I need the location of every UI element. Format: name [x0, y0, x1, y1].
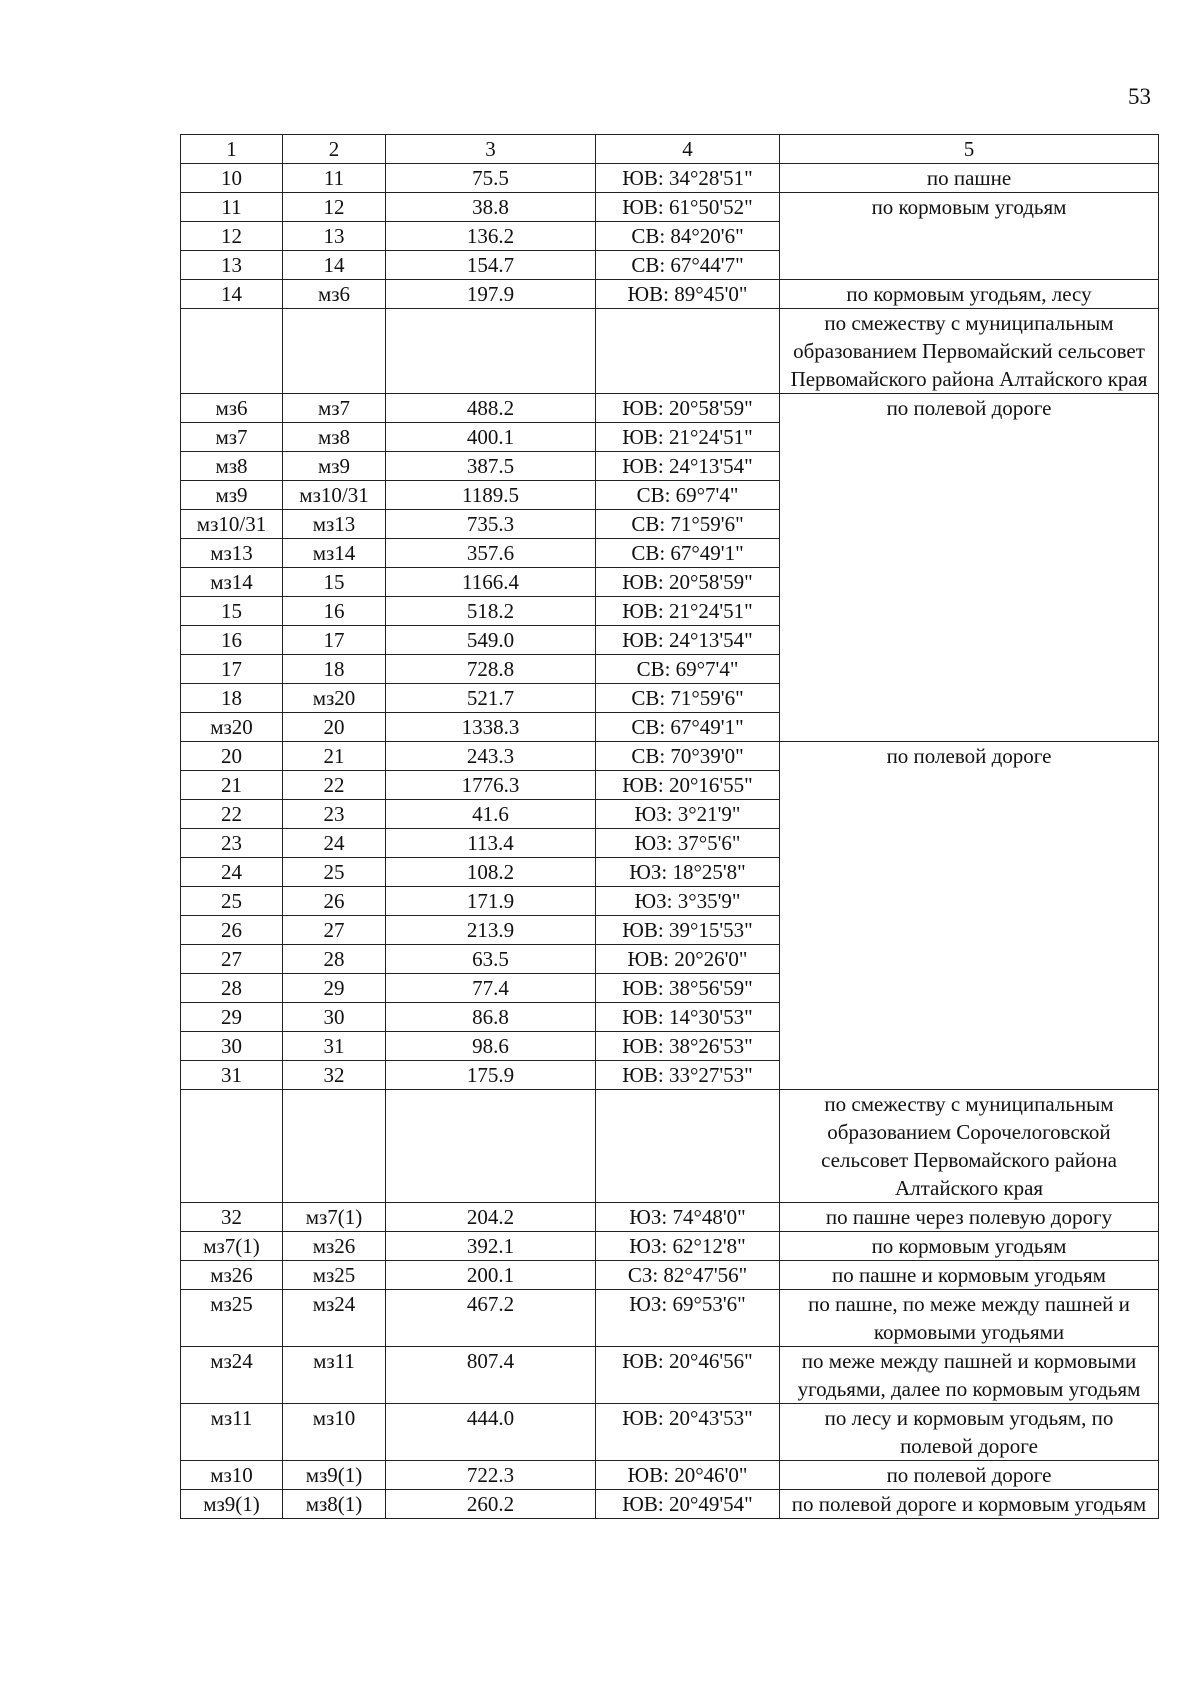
direction-cell: СВ: 71°59'6" — [596, 510, 780, 539]
header-cell-2: 2 — [283, 135, 386, 164]
distance-cell: 86.8 — [386, 1003, 596, 1032]
point-from-cell: мз20 — [181, 713, 283, 742]
table-row — [181, 309, 1159, 394]
boundary-table — [180, 134, 1159, 1519]
description-cell: по кормовым угодьям, лесу — [780, 280, 1159, 309]
point-from-cell: 16 — [181, 626, 283, 655]
description-cell: по меже между пашней и кормовыми угодьями, далее по кормовым угодьям — [780, 1347, 1159, 1404]
distance-cell: 38.8 — [386, 193, 596, 222]
description-cell: по смежеству с муниципальным образованием Первомайский сельсовет Первомайского района Алтайского края — [780, 309, 1159, 394]
distance-cell: 175.9 — [386, 1061, 596, 1090]
point-to-cell: мз8 — [283, 423, 386, 452]
point-from-cell: мз8 — [181, 452, 283, 481]
page-number: 53 — [1128, 84, 1151, 109]
point-from-cell — [181, 309, 283, 394]
direction-cell: ЮЗ: 37°5'6" — [596, 829, 780, 858]
point-from-cell: 28 — [181, 974, 283, 1003]
point-to-cell: мз8(1) — [283, 1490, 386, 1519]
direction-cell: ЮВ: 20°58'59" — [596, 568, 780, 597]
point-to-cell: 18 — [283, 655, 386, 684]
direction-cell: СВ: 84°20'6" — [596, 222, 780, 251]
description-cell: по кормовым угодьям — [780, 193, 1159, 280]
point-to-cell: 21 — [283, 742, 386, 771]
distance-cell: 136.2 — [386, 222, 596, 251]
point-to-cell: 15 — [283, 568, 386, 597]
direction-cell: ЮВ: 20°46'56" — [596, 1347, 780, 1404]
direction-cell: ЮЗ: 62°12'8" — [596, 1232, 780, 1261]
point-from-cell: мз9 — [181, 481, 283, 510]
direction-cell: ЮВ: 39°15'53" — [596, 916, 780, 945]
point-to-cell: мз24 — [283, 1290, 386, 1347]
direction-cell: СВ: 69°7'4" — [596, 655, 780, 684]
point-to-cell: 20 — [283, 713, 386, 742]
table-row — [181, 742, 1159, 771]
direction-cell: ЮВ: 38°26'53" — [596, 1032, 780, 1061]
direction-cell: СВ: 71°59'6" — [596, 684, 780, 713]
point-to-cell: 27 — [283, 916, 386, 945]
distance-cell: 807.4 — [386, 1347, 596, 1404]
direction-cell: ЮВ: 34°28'51" — [596, 164, 780, 193]
header-cell-4: 4 — [596, 135, 780, 164]
point-to-cell: мз6 — [283, 280, 386, 309]
point-from-cell: 17 — [181, 655, 283, 684]
description-cell: по полевой дороге — [780, 394, 1159, 742]
point-from-cell: мз24 — [181, 1347, 283, 1404]
point-to-cell: мз26 — [283, 1232, 386, 1261]
point-from-cell: 23 — [181, 829, 283, 858]
direction-cell: ЮВ: 20°46'0" — [596, 1461, 780, 1490]
point-to-cell: мз14 — [283, 539, 386, 568]
point-to-cell: мз13 — [283, 510, 386, 539]
direction-cell: СВ: 69°7'4" — [596, 481, 780, 510]
point-to-cell — [283, 1090, 386, 1203]
table-row — [181, 1232, 1159, 1261]
distance-cell: 108.2 — [386, 858, 596, 887]
point-to-cell: 29 — [283, 974, 386, 1003]
distance-cell: 154.7 — [386, 251, 596, 280]
distance-cell: 467.2 — [386, 1290, 596, 1347]
direction-cell: ЮВ: 20°16'55" — [596, 771, 780, 800]
distance-cell: 392.1 — [386, 1232, 596, 1261]
description-cell: по лесу и кормовым угодьям, по полевой дороге — [780, 1404, 1159, 1461]
point-from-cell: мз25 — [181, 1290, 283, 1347]
point-from-cell: 11 — [181, 193, 283, 222]
distance-cell: 98.6 — [386, 1032, 596, 1061]
direction-cell: СВ: 67°44'7" — [596, 251, 780, 280]
direction-cell: ЮЗ: 3°21'9" — [596, 800, 780, 829]
point-to-cell: 22 — [283, 771, 386, 800]
point-from-cell: мз10/31 — [181, 510, 283, 539]
point-from-cell: 32 — [181, 1203, 283, 1232]
table-row — [181, 1203, 1159, 1232]
point-from-cell: мз11 — [181, 1404, 283, 1461]
direction-cell — [596, 1090, 780, 1203]
direction-cell: ЮВ: 20°49'54" — [596, 1490, 780, 1519]
distance-cell: 728.8 — [386, 655, 596, 684]
point-to-cell: 31 — [283, 1032, 386, 1061]
point-from-cell: мз7 — [181, 423, 283, 452]
distance-cell: 1189.5 — [386, 481, 596, 510]
point-from-cell: 25 — [181, 887, 283, 916]
direction-cell: ЮЗ: 74°48'0" — [596, 1203, 780, 1232]
distance-cell: 1776.3 — [386, 771, 596, 800]
distance-cell: 171.9 — [386, 887, 596, 916]
point-from-cell: 10 — [181, 164, 283, 193]
distance-cell: 735.3 — [386, 510, 596, 539]
point-from-cell: 31 — [181, 1061, 283, 1090]
table-row — [181, 1261, 1159, 1290]
distance-cell: 200.1 — [386, 1261, 596, 1290]
distance-cell: 213.9 — [386, 916, 596, 945]
description-cell: по пашне — [780, 164, 1159, 193]
point-from-cell: мз10 — [181, 1461, 283, 1490]
direction-cell: ЮЗ: 69°53'6" — [596, 1290, 780, 1347]
point-from-cell: мз13 — [181, 539, 283, 568]
distance-cell: 488.2 — [386, 394, 596, 423]
point-to-cell: 30 — [283, 1003, 386, 1032]
point-to-cell: мз25 — [283, 1261, 386, 1290]
description-cell: по смежеству с муниципальным образованием Сорочелоговской сельсовет Первомайского района Алтайского края — [780, 1090, 1159, 1203]
table-row — [181, 1490, 1159, 1519]
table-row — [181, 1461, 1159, 1490]
distance-cell: 549.0 — [386, 626, 596, 655]
distance-cell: 518.2 — [386, 597, 596, 626]
direction-cell: ЮВ: 89°45'0" — [596, 280, 780, 309]
point-to-cell: мз10 — [283, 1404, 386, 1461]
point-from-cell: 13 — [181, 251, 283, 280]
description-cell: по пашне и кормовым угодьям — [780, 1261, 1159, 1290]
direction-cell: СВ: 67°49'1" — [596, 713, 780, 742]
distance-cell: 41.6 — [386, 800, 596, 829]
distance-cell — [386, 1090, 596, 1203]
direction-cell: ЮЗ: 18°25'8" — [596, 858, 780, 887]
point-to-cell: 25 — [283, 858, 386, 887]
distance-cell: 260.2 — [386, 1490, 596, 1519]
distance-cell: 77.4 — [386, 974, 596, 1003]
point-to-cell: 16 — [283, 597, 386, 626]
distance-cell: 243.3 — [386, 742, 596, 771]
direction-cell: ЮВ: 20°43'53" — [596, 1404, 780, 1461]
description-cell: по полевой дороге — [780, 742, 1159, 1090]
header-cell-3: 3 — [386, 135, 596, 164]
point-from-cell: 29 — [181, 1003, 283, 1032]
point-from-cell: 15 — [181, 597, 283, 626]
distance-cell: 387.5 — [386, 452, 596, 481]
distance-cell: 444.0 — [386, 1404, 596, 1461]
point-to-cell: 32 — [283, 1061, 386, 1090]
point-to-cell: мз7 — [283, 394, 386, 423]
point-from-cell: 18 — [181, 684, 283, 713]
distance-cell: 63.5 — [386, 945, 596, 974]
direction-cell: ЮВ: 20°58'59" — [596, 394, 780, 423]
table-row — [181, 1404, 1159, 1461]
point-from-cell: 21 — [181, 771, 283, 800]
point-to-cell: мз7(1) — [283, 1203, 386, 1232]
description-cell: по пашне через полевую дорогу — [780, 1203, 1159, 1232]
direction-cell: ЮВ: 38°56'59" — [596, 974, 780, 1003]
point-from-cell: мз14 — [181, 568, 283, 597]
table-row — [181, 280, 1159, 309]
point-from-cell: 12 — [181, 222, 283, 251]
point-from-cell: 24 — [181, 858, 283, 887]
point-to-cell — [283, 309, 386, 394]
point-from-cell: мз9(1) — [181, 1490, 283, 1519]
distance-cell — [386, 309, 596, 394]
direction-cell: ЮВ: 21°24'51" — [596, 423, 780, 452]
distance-cell: 400.1 — [386, 423, 596, 452]
point-to-cell: 14 — [283, 251, 386, 280]
table-row — [181, 394, 1159, 423]
point-from-cell: мз6 — [181, 394, 283, 423]
point-from-cell: 22 — [181, 800, 283, 829]
point-from-cell: 14 — [181, 280, 283, 309]
direction-cell: ЮВ: 24°13'54" — [596, 626, 780, 655]
description-cell: по пашне, по меже между пашней и кормовыми угодьями — [780, 1290, 1159, 1347]
point-to-cell: 11 — [283, 164, 386, 193]
direction-cell: ЮВ: 20°26'0" — [596, 945, 780, 974]
point-from-cell: мз26 — [181, 1261, 283, 1290]
description-cell: по полевой дороге — [780, 1461, 1159, 1490]
table-row — [181, 1290, 1159, 1347]
point-from-cell: мз7(1) — [181, 1232, 283, 1261]
direction-cell: СВ: 67°49'1" — [596, 539, 780, 568]
point-to-cell: 23 — [283, 800, 386, 829]
description-cell: по кормовым угодьям — [780, 1232, 1159, 1261]
direction-cell: ЮВ: 61°50'52" — [596, 193, 780, 222]
point-from-cell: 30 — [181, 1032, 283, 1061]
distance-cell: 204.2 — [386, 1203, 596, 1232]
direction-cell: СЗ: 82°47'56" — [596, 1261, 780, 1290]
table-row — [181, 164, 1159, 193]
point-to-cell: мз9 — [283, 452, 386, 481]
table-row — [181, 193, 1159, 222]
point-to-cell: мз9(1) — [283, 1461, 386, 1490]
distance-cell: 113.4 — [386, 829, 596, 858]
point-from-cell: 27 — [181, 945, 283, 974]
direction-cell: СВ: 70°39'0" — [596, 742, 780, 771]
direction-cell — [596, 309, 780, 394]
point-from-cell: 26 — [181, 916, 283, 945]
distance-cell: 521.7 — [386, 684, 596, 713]
point-to-cell: 13 — [283, 222, 386, 251]
direction-cell: ЮВ: 33°27'53" — [596, 1061, 780, 1090]
distance-cell: 722.3 — [386, 1461, 596, 1490]
direction-cell: ЮВ: 21°24'51" — [596, 597, 780, 626]
distance-cell: 1338.3 — [386, 713, 596, 742]
point-to-cell: 24 — [283, 829, 386, 858]
point-from-cell: 20 — [181, 742, 283, 771]
description-cell: по полевой дороге и кормовым угодьям — [780, 1490, 1159, 1519]
header-cell-5: 5 — [780, 135, 1159, 164]
point-from-cell — [181, 1090, 283, 1203]
table-row — [181, 1347, 1159, 1404]
header-row — [181, 135, 1159, 164]
distance-cell: 197.9 — [386, 280, 596, 309]
header-cell-1: 1 — [181, 135, 283, 164]
point-to-cell: мз10/31 — [283, 481, 386, 510]
point-to-cell: 28 — [283, 945, 386, 974]
direction-cell: ЮВ: 14°30'53" — [596, 1003, 780, 1032]
direction-cell: ЮЗ: 3°35'9" — [596, 887, 780, 916]
point-to-cell: 17 — [283, 626, 386, 655]
table-body — [181, 164, 1159, 1519]
direction-cell: ЮВ: 24°13'54" — [596, 452, 780, 481]
point-to-cell: мз20 — [283, 684, 386, 713]
point-to-cell: 12 — [283, 193, 386, 222]
point-to-cell: 26 — [283, 887, 386, 916]
distance-cell: 357.6 — [386, 539, 596, 568]
table-row — [181, 1090, 1159, 1203]
distance-cell: 75.5 — [386, 164, 596, 193]
distance-cell: 1166.4 — [386, 568, 596, 597]
point-to-cell: мз11 — [283, 1347, 386, 1404]
